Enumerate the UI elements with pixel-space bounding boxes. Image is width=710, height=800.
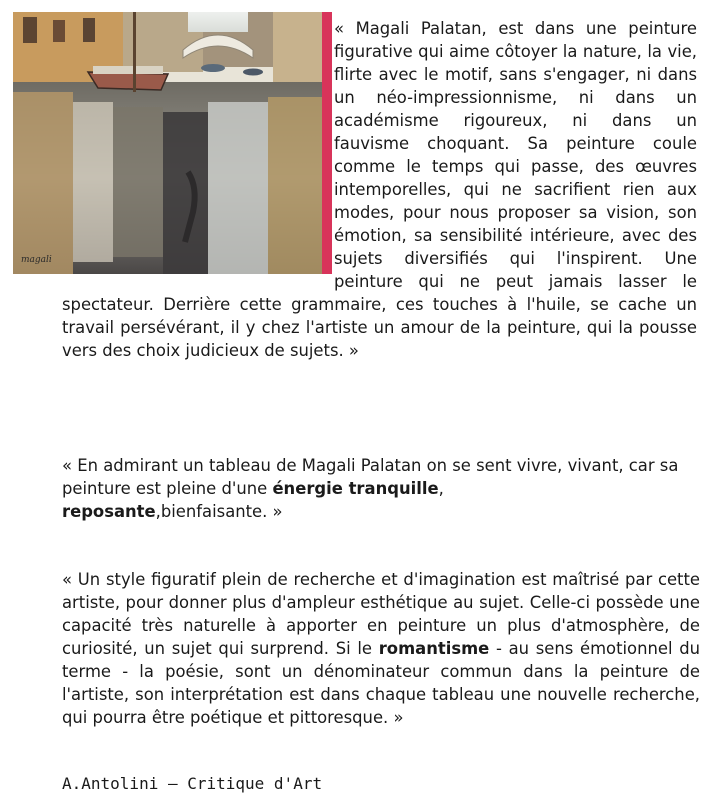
quote-3-bold: romantisme (378, 639, 490, 658)
author-signature: A.Antolini – Critique d'Art (62, 774, 323, 793)
quote-2-text-start: « En admirant un tableau de Magali Palatan on se sent vivre, vivant, car sa peinture est pleine d'une (62, 456, 679, 498)
quote-2-bold-1: énergie tranquille (272, 479, 439, 498)
quote-paragraph-2 (62, 454, 702, 523)
quote-paragraph-3 (62, 568, 700, 729)
quote-2-text-mid: , (438, 479, 444, 498)
quote-3-text-end: - au sens émotionnel du terme - la poésie, sont un dénominateur commun dans la peinture de l'artiste, son interprétation est dans chaque tableau une nouvelle recherche, qui pourra être poétique et pittoresque. » (62, 639, 700, 727)
quote-1-text: « Magali Palatan, est dans une peinture figurative qui aime côtoyer la nature, la vie, flirte avec le motif, sans s'engager, ni dans un néo-impressionnisme, ni dans un académisme rigoureux, ni dans un fauvisme choquant. Sa peinture coule comme le temps qui passe, des œuvres intemporelles, qui ne sacrifient rien aux modes, pour nous proposer sa vision, son émotion, sa sensibilité intérieure, avec des sujets diversifiés qui l'inspirent. Une peinture qui ne peut jamais lasser le spectateur. Derrière cette grammaire, ces touches à l'huile, se cache un travail persévérant, il y chez l'artiste un amour de la peinture, qui la pousse vers des choix judicieux de sujets. » (62, 19, 697, 360)
painting-signature: magali (21, 255, 52, 265)
quote-2-text-end: ,bienfaisante. » (155, 502, 283, 521)
quote-3-text-start: « Un style figuratif plein de recherche et d'imagination est maîtrisé par cette artiste, pour donner plus d'ampleur esthétique au sujet. Celle-ci possède une capacité très naturelle à apporter en peinture un plus d'atmosphère, de curiosité, un sujet qui surprend. Si le (62, 570, 700, 658)
image-float-spacer (13, 17, 334, 293)
quote-2-bold-2: reposante (62, 502, 156, 521)
quote-paragraph-1 (62, 17, 697, 362)
